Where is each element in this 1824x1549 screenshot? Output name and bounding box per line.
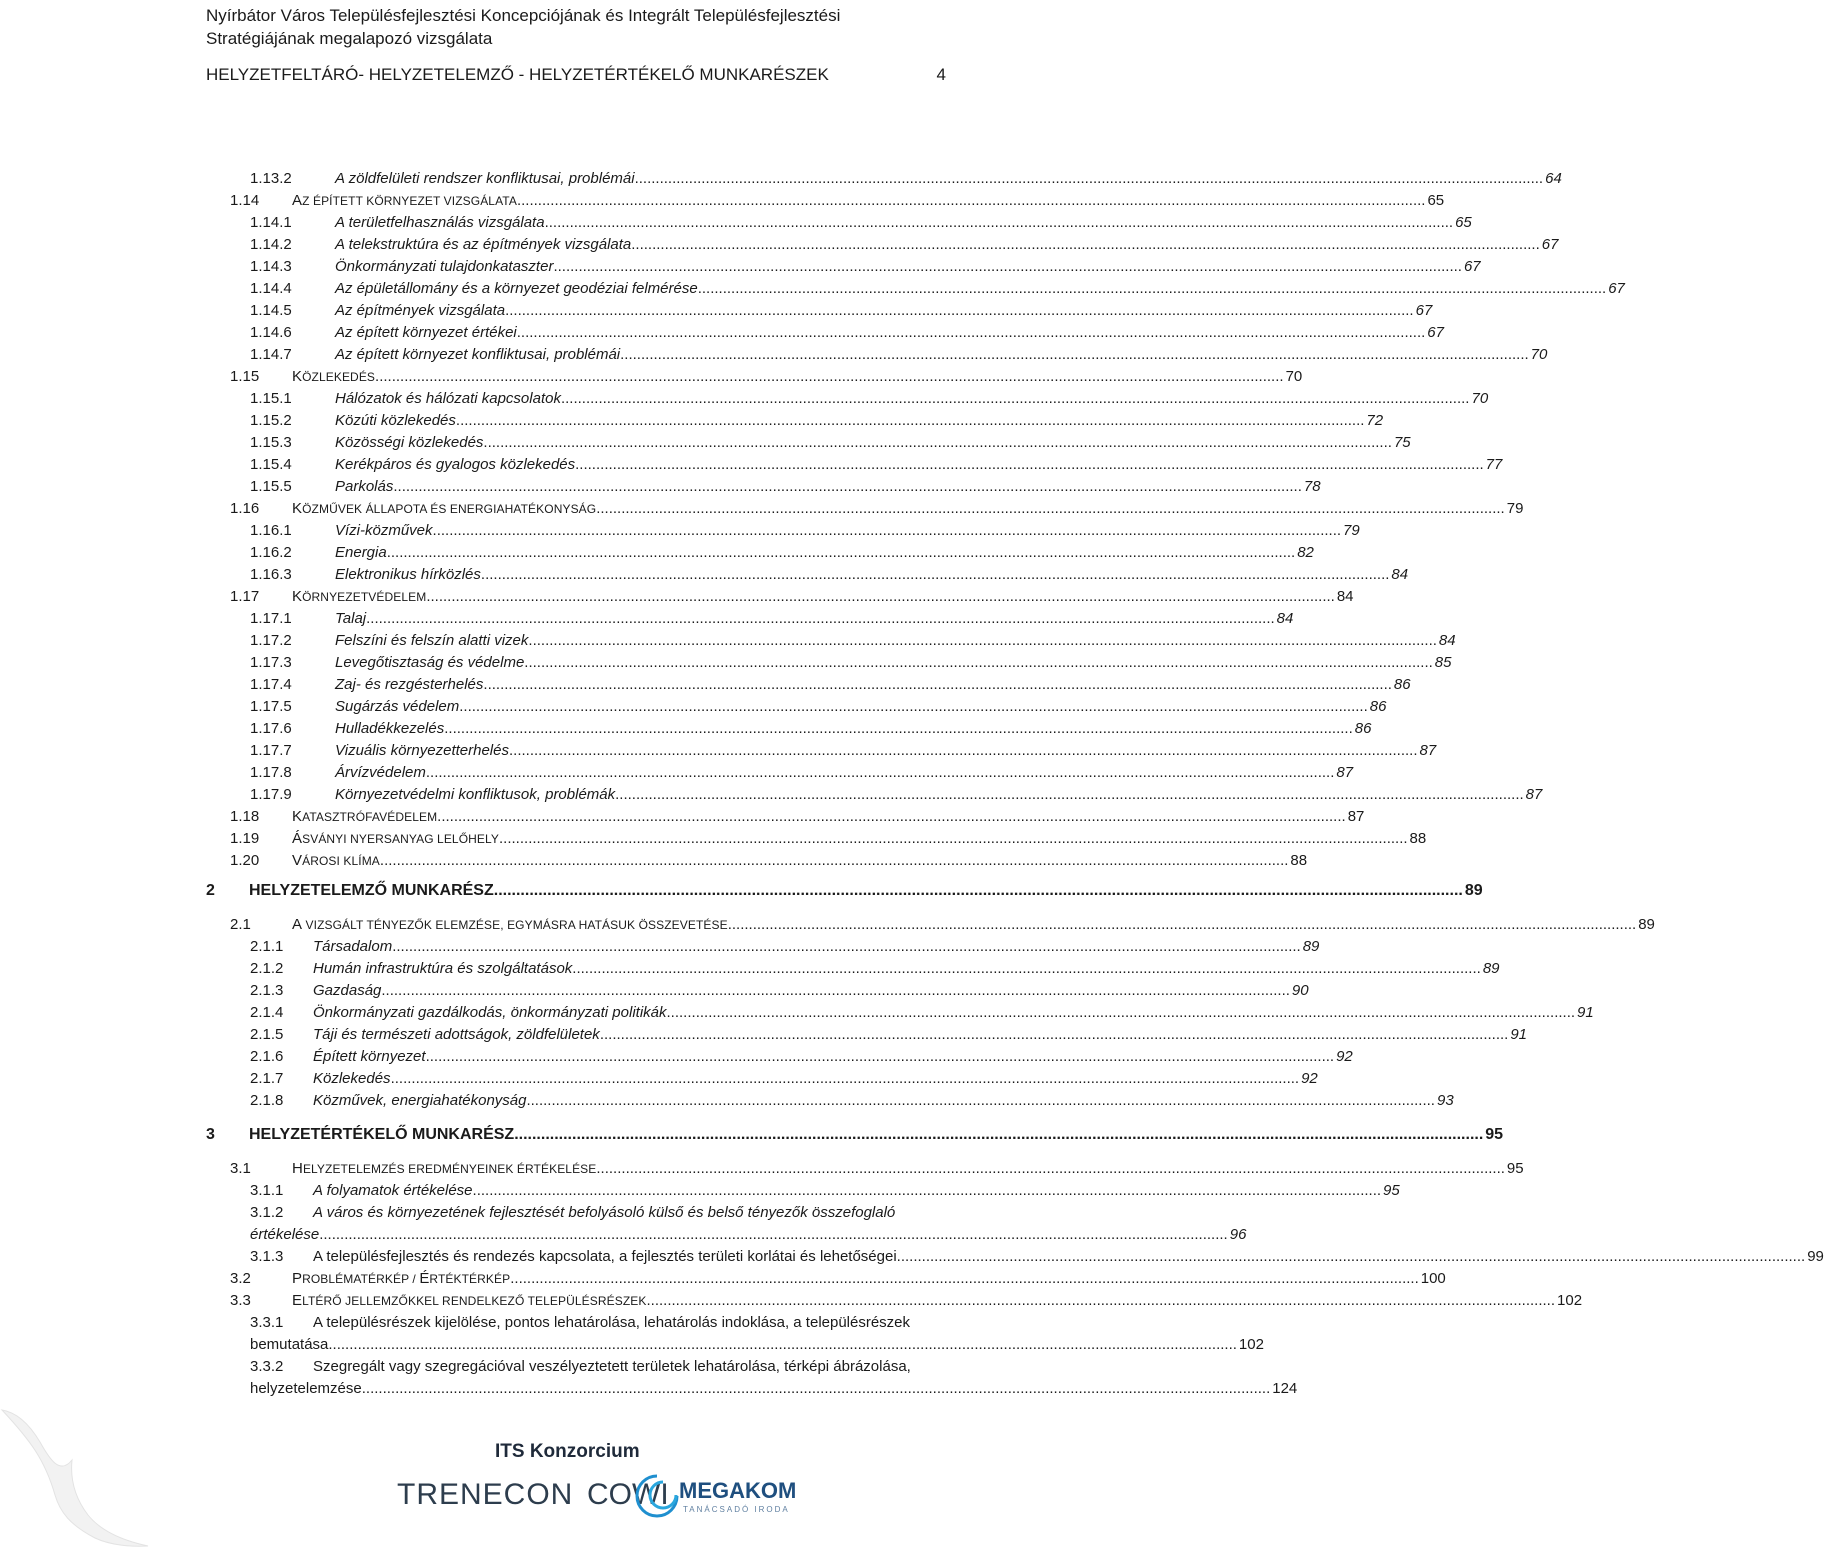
toc-entry[interactable] (0, 1090, 1454, 1112)
toc-entry-page: 92 (1301, 1070, 1318, 1087)
toc-entry-number: 1.15 (230, 368, 260, 385)
toc-entry-page: 70 (1530, 346, 1548, 363)
toc-entry[interactable] (0, 542, 1314, 564)
toc-entry-title: A településfejlesztés és rendezés kapcsolata, a fejlesztés területi korlátai és lehetőségei (313, 1248, 897, 1265)
toc-entry-page: 95 (1506, 1160, 1524, 1177)
toc-entry-title: A VIZSGÁLT TÉNYEZŐK ELEMZÉSE, EGYMÁSRA HATÁSUK ÖSSZEVETÉSE (292, 916, 728, 933)
toc-dot-leader: .......................................................................................................................................................................................................................... (634, 170, 1544, 187)
toc-dot-leader: .......................................................................................................................................................................................................................... (516, 324, 1426, 341)
toc-entry-page: 87 (1419, 742, 1437, 759)
toc-dot-leader: .......................................................................................................................................................................................................................... (508, 742, 1418, 759)
toc-entry-title: A zöldfelületi rendszer konfliktusai, problémái (335, 170, 635, 187)
toc-entry-title: PROBLÉMATÉRKÉP / ÉRTÉKTÉRKÉP (292, 1270, 511, 1287)
toc-entry-number: 1.16.3 (250, 566, 292, 583)
toc-entry[interactable] (0, 1202, 1247, 1246)
toc-entry-page: 93 (1436, 1092, 1454, 1109)
toc-entry-number: 2.1.1 (250, 938, 284, 955)
toc-entry-title: Árvízvédelem (335, 764, 426, 781)
toc-entry-number: 3.1.1 (250, 1182, 284, 1199)
header-section (206, 63, 946, 86)
toc-entry[interactable] (0, 958, 1500, 980)
toc-entry-title: Hálózatok és hálózati kapcsolatok (335, 390, 561, 407)
toc-entry[interactable] (0, 674, 1411, 696)
toc-entry-page: 79 (1343, 522, 1360, 539)
toc-entry-title: Az épített környezet konfliktusai, problémái (335, 346, 621, 363)
cowi-logo-text: COWI (587, 1478, 669, 1511)
toc-entry-title: Gazdaság (313, 982, 382, 999)
toc-entry[interactable] (0, 410, 1384, 432)
toc-entry-number: 1.16.2 (250, 544, 292, 561)
toc-entry-page: 64 (1545, 170, 1562, 187)
toc-entry[interactable] (0, 300, 1433, 322)
toc-entry[interactable] (0, 828, 1427, 850)
toc-entry-number: 1.14.5 (250, 302, 292, 319)
toc-entry-page: 99 (1807, 1248, 1824, 1265)
toc-dot-leader: .......................................................................................................................................................................................................................... (896, 1248, 1806, 1265)
toc-entry-number: 1.15.2 (250, 412, 292, 429)
toc-entry-title: Zaj- és rezgésterhelés (335, 676, 484, 693)
toc-entry-title: Sugárzás védelem (335, 698, 460, 715)
toc-entry-page: 95 (1485, 1126, 1504, 1143)
toc-entry[interactable] (0, 718, 1372, 740)
toc-entry[interactable] (0, 1290, 1583, 1312)
toc-entry-number: 2.1.5 (250, 1026, 284, 1043)
toc-entry-page: 67 (1541, 236, 1559, 253)
toc-entry-page: 86 (1393, 676, 1411, 693)
toc-dot-leader: .......................................................................................................................................................................................................................... (390, 1070, 1300, 1087)
toc-entry-title: Közúti közlekedés (335, 412, 456, 429)
toc-entry-number: 2.1.6 (250, 1048, 284, 1065)
toc-dot-leader: .......................................................................................................................................................................................................................... (615, 786, 1524, 803)
toc-dot-leader: .......................................................................................................................................................................................................................... (596, 1160, 1505, 1177)
toc-entry-title: Humán infrastruktúra és szolgáltatások (313, 960, 573, 977)
toc-entry-number: 3.1.2 (250, 1204, 284, 1221)
toc-dot-leader: .......................................................................................................................................................................................................................... (480, 566, 1390, 583)
toc-entry-title: Közösségi közlekedés (335, 434, 484, 451)
toc-entry-page: 88 (1409, 830, 1427, 847)
toc-entry-number: 1.17.6 (250, 720, 292, 737)
toc-entry[interactable] (0, 454, 1503, 476)
toc-entry-title: Felszíni és felszín alatti vizek (335, 632, 529, 649)
toc-entry-title: Vizuális környezetterhelés (335, 742, 509, 759)
toc-entry-number: 1.17.5 (250, 698, 292, 715)
toc-entry-number: 1.17.1 (250, 610, 292, 627)
toc-entry-page: 84 (1438, 632, 1456, 649)
toc-entry-number: 1.14.7 (250, 346, 292, 363)
toc-entry[interactable] (0, 936, 1320, 958)
toc-entry-title-cont: helyzetelemzése (250, 1380, 362, 1397)
toc-dot-leader: .......................................................................................................................................................................................................................... (472, 1182, 1382, 1199)
toc-dot-leader: .......................................................................................................................................................................................................................... (596, 500, 1505, 517)
toc-entry[interactable] (0, 1046, 1353, 1068)
toc-entry[interactable] (0, 740, 1437, 762)
toc-entry-title: Környezetvédelmi konfliktusok, problémák (335, 786, 616, 803)
toc-entry[interactable] (0, 212, 1472, 234)
toc-entry-number: 1.13.2 (250, 170, 292, 187)
toc-entry[interactable] (0, 652, 1452, 674)
toc-entry-page: 65 (1455, 214, 1472, 231)
toc-entry-title: ELTÉRŐ JELLEMZŐKKEL RENDELKEZŐ TELEPÜLÉSRÉSZEK (292, 1292, 647, 1309)
toc-entry[interactable] (0, 850, 1308, 872)
toc-entry-number: 2.1.4 (250, 1004, 284, 1021)
toc-dot-leader: .......................................................................................................................................................................................................................... (425, 764, 1335, 781)
partner-logos (395, 1466, 795, 1516)
toc-dot-leader: .......................................................................................................................................................................................................................... (560, 390, 1470, 407)
toc-entry-number: 1.17.3 (250, 654, 292, 671)
toc-dot-leader: .......................................................................................................................................................................................................................... (599, 1026, 1509, 1043)
toc-entry-title: Levegőtisztaság és védelme (335, 654, 525, 671)
toc-entry-title: Önkormányzati gazdálkodás, önkormányzati politikák (313, 1004, 667, 1021)
toc-entry-title: Szegregált vagy szegregációval veszélyeztetett területek lehatárolása, térképi ábrázolása, (313, 1358, 911, 1375)
toc-entry-title: Közművek, energiahatékonyság (313, 1092, 527, 1109)
toc-entry[interactable] (0, 190, 1445, 212)
toc-entry[interactable] (0, 278, 1625, 300)
toc-entry-title: A telekstruktúra és az építmények vizsgálata (335, 236, 632, 253)
toc-entry-number: 2.1 (230, 916, 251, 933)
toc-entry-number: 1.14 (230, 192, 260, 209)
toc-entry-title: Közlekedés (313, 1070, 391, 1087)
toc-entry[interactable] (0, 1312, 1264, 1356)
toc-dot-leader: .......................................................................................................................................................................................................................... (631, 236, 1540, 253)
toc-entry-page: 84 (1336, 588, 1354, 605)
toc-dot-leader: .......................................................................................................................................................................................................................... (493, 882, 1463, 899)
toc-entry-number: 1.17.8 (250, 764, 292, 781)
toc-entry-page: 92 (1336, 1048, 1353, 1065)
toc-entry-title: Energia (335, 544, 387, 561)
toc-entry-page: 91 (1510, 1026, 1528, 1043)
toc-entry-number: 2 (206, 882, 215, 899)
megakom-logo-text: MEGAKOM (679, 1478, 797, 1503)
toc-dot-leader: .......................................................................................................................................................................................................................... (544, 214, 1454, 231)
toc-entry[interactable] (0, 630, 1456, 652)
toc-entry-number: 1.15.1 (250, 390, 292, 407)
toc-entry-page: 87 (1525, 786, 1543, 803)
toc-entry[interactable] (0, 1356, 1298, 1400)
toc-entry[interactable] (0, 1158, 1524, 1180)
toc-entry-title: ÁSVÁNYI NYERSANYAG LELŐHELY (292, 830, 500, 847)
toc-entry[interactable] (0, 564, 1409, 586)
toc-entry[interactable] (0, 880, 1483, 902)
toc-entry-number: 1.16.1 (250, 522, 292, 539)
toc-entry-number: 1.17.9 (250, 786, 292, 803)
toc-dot-leader: .......................................................................................................................................................................................................................... (499, 830, 1408, 847)
toc-entry-title-cont: értékelése (250, 1226, 320, 1243)
toc-entry-number: 1.18 (230, 808, 260, 825)
page-header (206, 4, 946, 86)
toc-entry-number: 1.14.6 (250, 324, 292, 341)
toc-entry-number: 3.3 (230, 1292, 251, 1309)
toc-dot-leader: .......................................................................................................................................................................................................................... (319, 1226, 1228, 1243)
toc-entry-page: 67 (1415, 302, 1433, 319)
toc-dot-leader: .......................................................................................................................................................................................................................... (386, 544, 1296, 561)
toc-entry-title: Épített környezet (313, 1048, 426, 1065)
toc-entry-title: KATASZTRÓFAVÉDELEM (292, 808, 438, 825)
toc-dot-leader: .......................................................................................................................................................................................................................... (646, 1292, 1556, 1309)
toc-entry[interactable] (0, 806, 1365, 828)
toc-entry-title: A területfelhasználás vizsgálata (335, 214, 545, 231)
toc-entry-number: 2.1.7 (250, 1070, 284, 1087)
toc-entry-title: AZ ÉPÍTETT KÖRNYEZET VIZSGÁLATA (292, 192, 517, 209)
toc-entry[interactable] (0, 476, 1321, 498)
toc-entry-title: Táji és természeti adottságok, zöldfelületek (313, 1026, 600, 1043)
toc-entry-title: Az épületállomány és a környezet geodéziai felmérése (335, 280, 698, 297)
toc-entry-title: Talaj (335, 610, 367, 627)
toc-entry-number: 1.19 (230, 830, 260, 847)
toc-entry-page: 79 (1506, 500, 1524, 517)
toc-entry-page: 87 (1336, 764, 1354, 781)
toc-dot-leader: .......................................................................................................................................................................................................................... (379, 852, 1289, 869)
trenecon-logo-text: TRENECON (397, 1478, 574, 1511)
toc-entry-number: 2.1.8 (250, 1092, 284, 1109)
toc-entry[interactable] (0, 1268, 1446, 1290)
megakom-logo-subtitle: TANÁCSADÓ IRODA (683, 1505, 790, 1514)
toc-dot-leader: .......................................................................................................................................................................................................................... (514, 1126, 1484, 1143)
toc-entry[interactable] (0, 1180, 1400, 1202)
toc-dot-leader: .......................................................................................................................................................................................................................... (328, 1336, 1237, 1353)
toc-entry-number: 1.17.7 (250, 742, 292, 759)
toc-dot-leader: .......................................................................................................................................................................................................................... (483, 434, 1392, 451)
toc-entry-page: 102 (1557, 1292, 1583, 1309)
toc-dot-leader: .......................................................................................................................................................................................................................... (425, 1048, 1335, 1065)
toc-entry[interactable] (0, 980, 1309, 1002)
toc-dot-leader: .......................................................................................................................................................................................................................... (392, 938, 1301, 955)
toc-entry[interactable] (0, 1246, 1824, 1268)
toc-entry[interactable] (0, 1068, 1318, 1090)
toc-entry[interactable] (0, 520, 1360, 542)
toc-dot-leader: .......................................................................................................................................................................................................................... (510, 1270, 1419, 1287)
toc-entry[interactable] (0, 1124, 1504, 1146)
toc-dot-leader: .......................................................................................................................................................................................................................... (524, 654, 1433, 671)
toc-entry-number: 3 (206, 1126, 215, 1143)
toc-dot-leader: .......................................................................................................................................................................................................................... (483, 676, 1392, 693)
toc-entry-page: 78 (1303, 478, 1321, 495)
toc-entry-title: Az épített környezet értékei (335, 324, 517, 341)
toc-entry[interactable] (0, 784, 1543, 806)
toc-dot-leader: .......................................................................................................................................................................................................................... (526, 1092, 1435, 1109)
toc-entry-number: 1.14.3 (250, 258, 292, 275)
toc-entry-title: Társadalom (313, 938, 393, 955)
toc-entry-page: 86 (1369, 698, 1387, 715)
toc-entry-page: 84 (1391, 566, 1409, 583)
toc-entry-title: Hulladékkezelés (335, 720, 445, 737)
toc-entry-title: VÁROSI KLÍMA (292, 852, 380, 869)
toc-entry-page: 124 (1272, 1380, 1298, 1397)
toc-dot-leader: .......................................................................................................................................................................................................................... (505, 302, 1414, 319)
header-page-number: 4 (936, 65, 946, 84)
toc-entry[interactable] (0, 344, 1548, 366)
toc-entry[interactable] (0, 234, 1559, 256)
toc-entry-page: 70 (1285, 368, 1303, 385)
toc-dot-leader: .......................................................................................................................................................................................................................... (432, 522, 1342, 539)
toc-entry-title: HELYZETÉRTÉKELŐ MUNKARÉSZ (249, 1126, 515, 1143)
toc-entry-page: 70 (1471, 390, 1489, 407)
toc-entry-page: 67 (1427, 324, 1444, 341)
toc-entry[interactable] (0, 256, 1481, 278)
toc-entry-title-cont: bemutatása (250, 1336, 329, 1353)
header-title-line1: Nyírbátor Város Településfejlesztési Koncepciójának és Integrált Településfejlesztési (206, 6, 841, 25)
toc-entry-title: Parkolás (335, 478, 394, 495)
toc-entry[interactable] (0, 696, 1387, 718)
toc-dot-leader: .......................................................................................................................................................................................................................... (444, 720, 1353, 737)
toc-entry-number: 1.14.2 (250, 236, 292, 253)
toc-entry-number: 1.17.2 (250, 632, 292, 649)
toc-entry-page: 89 (1638, 916, 1655, 933)
toc-dot-leader: .......................................................................................................................................................................................................................... (455, 412, 1365, 429)
toc-entry-title: A folyamatok értékelése (313, 1182, 473, 1199)
consortium-name: ITS Konzorcium (495, 1441, 640, 1462)
toc-entry[interactable] (0, 586, 1354, 608)
toc-entry-page: 67 (1463, 258, 1481, 275)
toc-entry-title: A településrészek kijelölése, pontos lehatárolása, lehatárolás indoklása, a településrészek (313, 1314, 911, 1331)
toc-dot-leader: .......................................................................................................................................................................................................................... (459, 698, 1368, 715)
toc-dot-leader: .......................................................................................................................................................................................................................... (620, 346, 1529, 363)
trenecon-logo (397, 1478, 573, 1511)
toc-entry[interactable] (0, 322, 1444, 344)
toc-entry[interactable] (0, 498, 1524, 520)
toc-entry-page: 95 (1383, 1182, 1400, 1199)
toc-entry-page: 89 (1302, 938, 1320, 955)
toc-dot-leader: .......................................................................................................................................................................................................................... (393, 478, 1302, 495)
toc-entry[interactable] (0, 1002, 1594, 1024)
toc-entry[interactable] (0, 608, 1294, 630)
toc-entry-page: 75 (1393, 434, 1411, 451)
toc-entry[interactable] (0, 366, 1303, 388)
toc-dot-leader: .......................................................................................................................................................................................................................... (426, 588, 1335, 605)
toc-dot-leader: .......................................................................................................................................................................................................................... (697, 280, 1607, 297)
toc-entry-number: 3.3.2 (250, 1358, 284, 1375)
toc-dot-leader: .......................................................................................................................................................................................................................... (361, 1380, 1271, 1397)
toc-entry-number: 1.14.1 (250, 214, 292, 231)
toc-entry-title: Az építmények vizsgálata (335, 302, 506, 319)
header-title-line2: Stratégiájának megalapozó vizsgálata (206, 29, 493, 48)
toc-entry-number: 2.1.3 (250, 982, 284, 999)
toc-entry[interactable] (0, 388, 1489, 410)
toc-entry-page: 89 (1464, 882, 1483, 899)
toc-dot-leader: .......................................................................................................................................................................................................................... (366, 610, 1275, 627)
toc-entry-page: 96 (1229, 1226, 1247, 1243)
toc-entry-page: 87 (1347, 808, 1365, 825)
toc-entry-page: 102 (1238, 1336, 1264, 1353)
toc-entry-title: Vízi-közművek (335, 522, 433, 539)
toc-entry-title: Elektronikus hírközlés (335, 566, 481, 583)
toc-dot-leader: .......................................................................................................................................................................................................................... (437, 808, 1346, 825)
toc-entry-title: A város és környezetének fejlesztését befolyásoló külső és belső tényezők összefoglaló (313, 1204, 896, 1221)
toc-entry-title: HELYZETELEMZŐ MUNKARÉSZ (249, 882, 494, 899)
toc-entry-number: 1.17 (230, 588, 260, 605)
toc-entry-number: 2.1.2 (250, 960, 284, 977)
toc-entry-page: 82 (1297, 544, 1314, 561)
toc-entry-number: 3.1 (230, 1160, 251, 1177)
toc-dot-leader: .......................................................................................................................................................................................................................... (375, 368, 1284, 385)
toc-entry-page: 100 (1420, 1270, 1446, 1287)
toc-entry-page: 86 (1354, 720, 1372, 737)
toc-entry-title: KÖRNYEZETVÉDELEM (292, 588, 427, 605)
toc-dot-leader: .......................................................................................................................................................................................................................... (553, 258, 1462, 275)
toc-dot-leader: .......................................................................................................................................................................................................................... (381, 982, 1290, 999)
toc-entry-page: 91 (1577, 1004, 1594, 1021)
toc-entry-page: 89 (1482, 960, 1500, 977)
toc-entry-number: 1.15.5 (250, 478, 292, 495)
toc-entry-number: 3.3.1 (250, 1314, 284, 1331)
toc-entry-number: 1.16 (230, 500, 260, 517)
toc-entry-number: 3.2 (230, 1270, 251, 1287)
toc-entry-number: 1.17.4 (250, 676, 292, 693)
toc-entry[interactable] (0, 1024, 1528, 1046)
toc-entry-title: HELYZETELEMZÉS EREDMÉNYEINEK ÉRTÉKELÉSE (292, 1160, 597, 1177)
toc-entry-page: 72 (1366, 412, 1384, 429)
toc-entry-page: 85 (1434, 654, 1452, 671)
bird-watermark-icon (0, 1400, 150, 1549)
toc-entry-page: 77 (1485, 456, 1503, 473)
toc-dot-leader: .......................................................................................................................................................................................................................... (666, 1004, 1576, 1021)
toc-entry-title: Önkormányzati tulajdonkataszter (335, 258, 554, 275)
toc-entry-title: Kerékpáros és gyalogos közlekedés (335, 456, 576, 473)
toc-entry[interactable] (0, 432, 1411, 454)
toc-entry-title: KÖZLEKEDÉS (292, 368, 376, 385)
toc-dot-leader: .......................................................................................................................................................................................................................... (575, 456, 1484, 473)
toc-entry-page: 88 (1290, 852, 1308, 869)
header-section-label: HELYZETFELTÁRÓ- HELYZETELEMZŐ - HELYZETÉRTÉKELŐ MUNKARÉSZEK (206, 65, 829, 84)
toc-entry-page: 65 (1427, 192, 1445, 209)
toc-entry-number: 3.1.3 (250, 1248, 284, 1265)
toc-entry[interactable] (0, 168, 1562, 190)
toc-entry-number: 1.14.4 (250, 280, 292, 297)
toc-dot-leader: .......................................................................................................................................................................................................................... (572, 960, 1481, 977)
toc-entry[interactable] (0, 762, 1354, 784)
toc-entry[interactable] (0, 914, 1655, 936)
toc-entry-number: 1.20 (230, 852, 260, 869)
toc-entry-page: 67 (1608, 280, 1625, 297)
toc-entry-number: 1.15.3 (250, 434, 292, 451)
toc-entry-page: 90 (1291, 982, 1309, 999)
toc-entry-title: KÖZMŰVEK ÁLLAPOTA ÉS ENERGIAHATÉKONYSÁG (292, 500, 597, 517)
toc-entry-page: 84 (1276, 610, 1294, 627)
toc-dot-leader: .......................................................................................................................................................................................................................... (528, 632, 1437, 649)
toc-dot-leader: .......................................................................................................................................................................................................................... (727, 916, 1637, 933)
toc-entry-number: 1.15.4 (250, 456, 292, 473)
toc-dot-leader: .......................................................................................................................................................................................................................... (516, 192, 1426, 209)
